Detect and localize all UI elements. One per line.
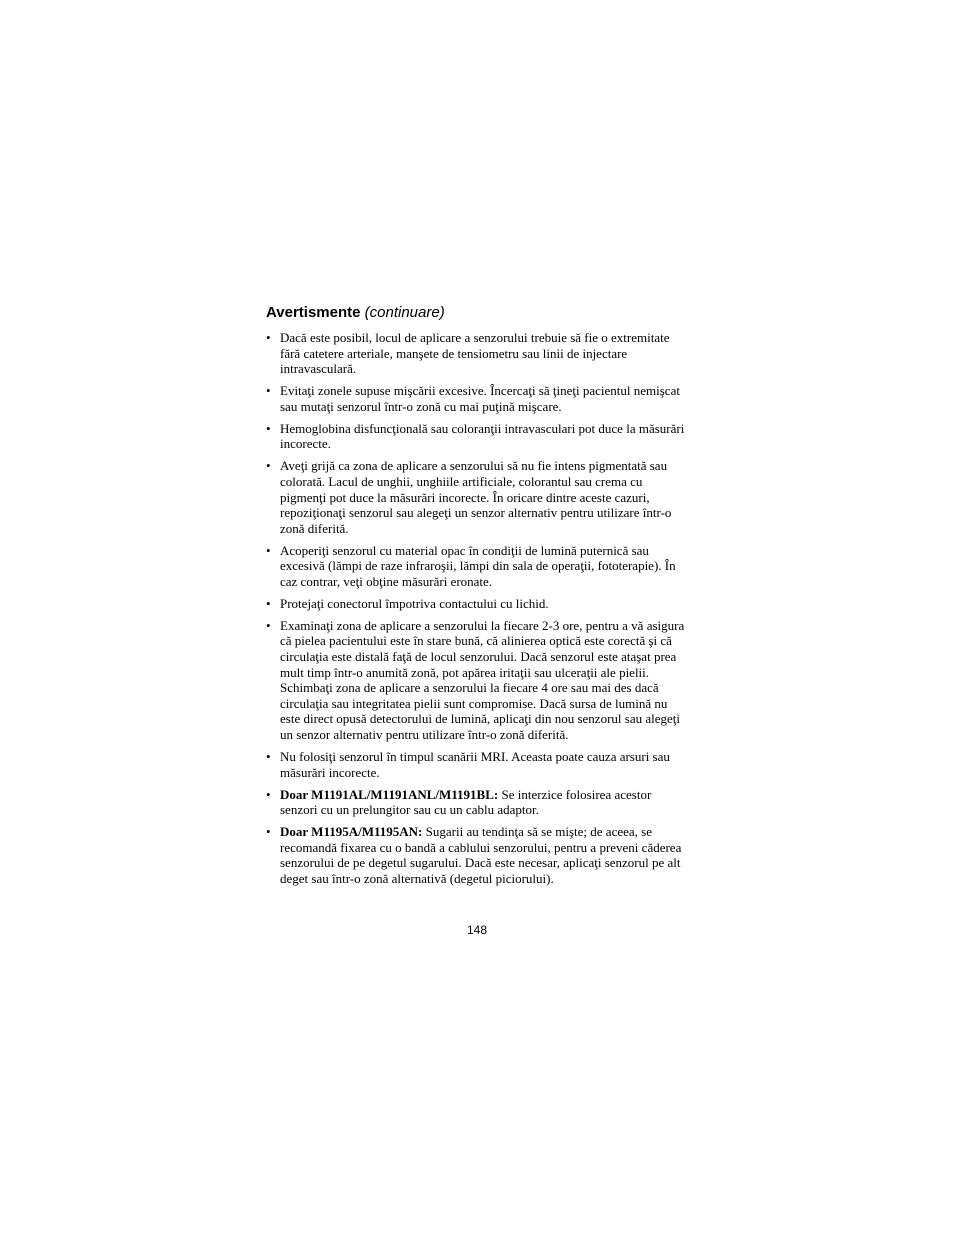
page-number: 148	[466, 923, 488, 937]
bullet-icon: •	[266, 330, 271, 345]
bullet-icon: •	[266, 617, 271, 633]
item-lead: Doar M1195A/M1195AN:	[280, 824, 423, 840]
bullet-icon: •	[266, 383, 271, 399]
heading-title: Avertismente	[266, 304, 361, 321]
bullet-icon: •	[266, 458, 271, 474]
bullet-icon: •	[266, 595, 271, 611]
heading-suffix: (continuare)	[364, 304, 445, 321]
item-text: Acoperiţi senzorul cu material opac în condiţii de lumină puternică sau excesivă (lămpi de raze infraroşii, lămpi din sala de operaţii, fototerapie). În caz contrar, veţi obţine măsurări eronate.	[280, 542, 676, 589]
list-item	[266, 596, 690, 612]
item-text: Evitaţi zonele supuse mişcării excesive. Încercaţi să ţineţi pacientul nemişcat sau mutaţi senzorul într-o zonă cu mai puţină mişcare.	[280, 383, 680, 414]
list-item	[266, 458, 690, 536]
item-text: Hemoglobina disfuncţională sau coloranţii intravasculari pot duce la măsurări incorecte.	[280, 420, 685, 452]
list-item	[266, 749, 690, 780]
list-item	[266, 330, 690, 377]
list-item	[266, 787, 690, 818]
bullet-icon: •	[266, 786, 271, 802]
bullet-icon: •	[266, 542, 271, 558]
list-item	[266, 383, 690, 414]
list-item	[266, 421, 690, 452]
bullet-icon: •	[266, 748, 271, 764]
item-text: Nu folosiţi senzorul în timpul scanării MRI. Aceasta poate cauza arsuri sau măsurări incorecte.	[280, 748, 670, 780]
item-text: Examinaţi zona de aplicare a senzorului la fiecare 2-3 ore, pentru a vă asigura că pielea pacientului este în stare bună, că alinierea optică este corectă şi că circulaţia este distală faţă de locul senzorului. Dacă senzorul este ataşat prea mult timp într-o anumită zonă, pot apărea iritaţii sau ulceraţii ale pielii. Schimbaţi zona de aplicare a senzorului la fiecare 4 ore sau mai des dacă circulaţia sau integritatea pielii sunt compromise. Dacă sursa de lumină nu este direct opusă detectorului de lumină, aplicaţi din nou senzorul sau alegeţi un senzor alternativ pentru utilizare într-o zonă diferită.	[280, 617, 685, 742]
item-text: Aveţi grijă ca zona de aplicare a senzorului să nu fie intens pigmentată sau colorată. Lacul de unghii, unghiile artificiale, colorantul sau crema cu pigmenţi pot duce la măsurări incorecte. În oricare dintre aceste cazuri, repoziţionaţi senzorul sau alegeţi un senzor alternativ pentru utilizare într-o zonă diferită.	[280, 458, 672, 536]
item-text: Se interzice folosirea acestor senzori cu un prelungitor sau cu un cablu adaptor.	[280, 786, 652, 818]
item-text: Sugarii au tendinţa să se mişte; de aceea, se recomandă fixarea cu o bandă a cablului senzorului, pentru a preveni căderea senzorului de pe degetul sugarului. Dacă este necesar, aplicaţi senzorul pe alt deget sau într-o zonă alternativă (degetul piciorului).	[280, 824, 682, 886]
list-item	[266, 824, 690, 886]
bullet-icon: •	[266, 420, 271, 436]
list-item	[266, 618, 690, 743]
item-text: Dacă este posibil, locul de aplicare a senzorului trebuie să fie o extremitate fără catetere arteriale, manşete de tensiometru sau linii de injectare intravasculară.	[280, 330, 670, 377]
item-text: Protejaţi conectorul împotriva contactului cu lichid.	[280, 595, 549, 611]
bullet-icon: •	[266, 824, 271, 840]
list-item	[266, 543, 690, 590]
item-lead: Doar M1191AL/M1191ANL/M1191BL:	[280, 786, 499, 802]
section-heading	[266, 303, 445, 323]
warnings-list	[266, 330, 690, 893]
